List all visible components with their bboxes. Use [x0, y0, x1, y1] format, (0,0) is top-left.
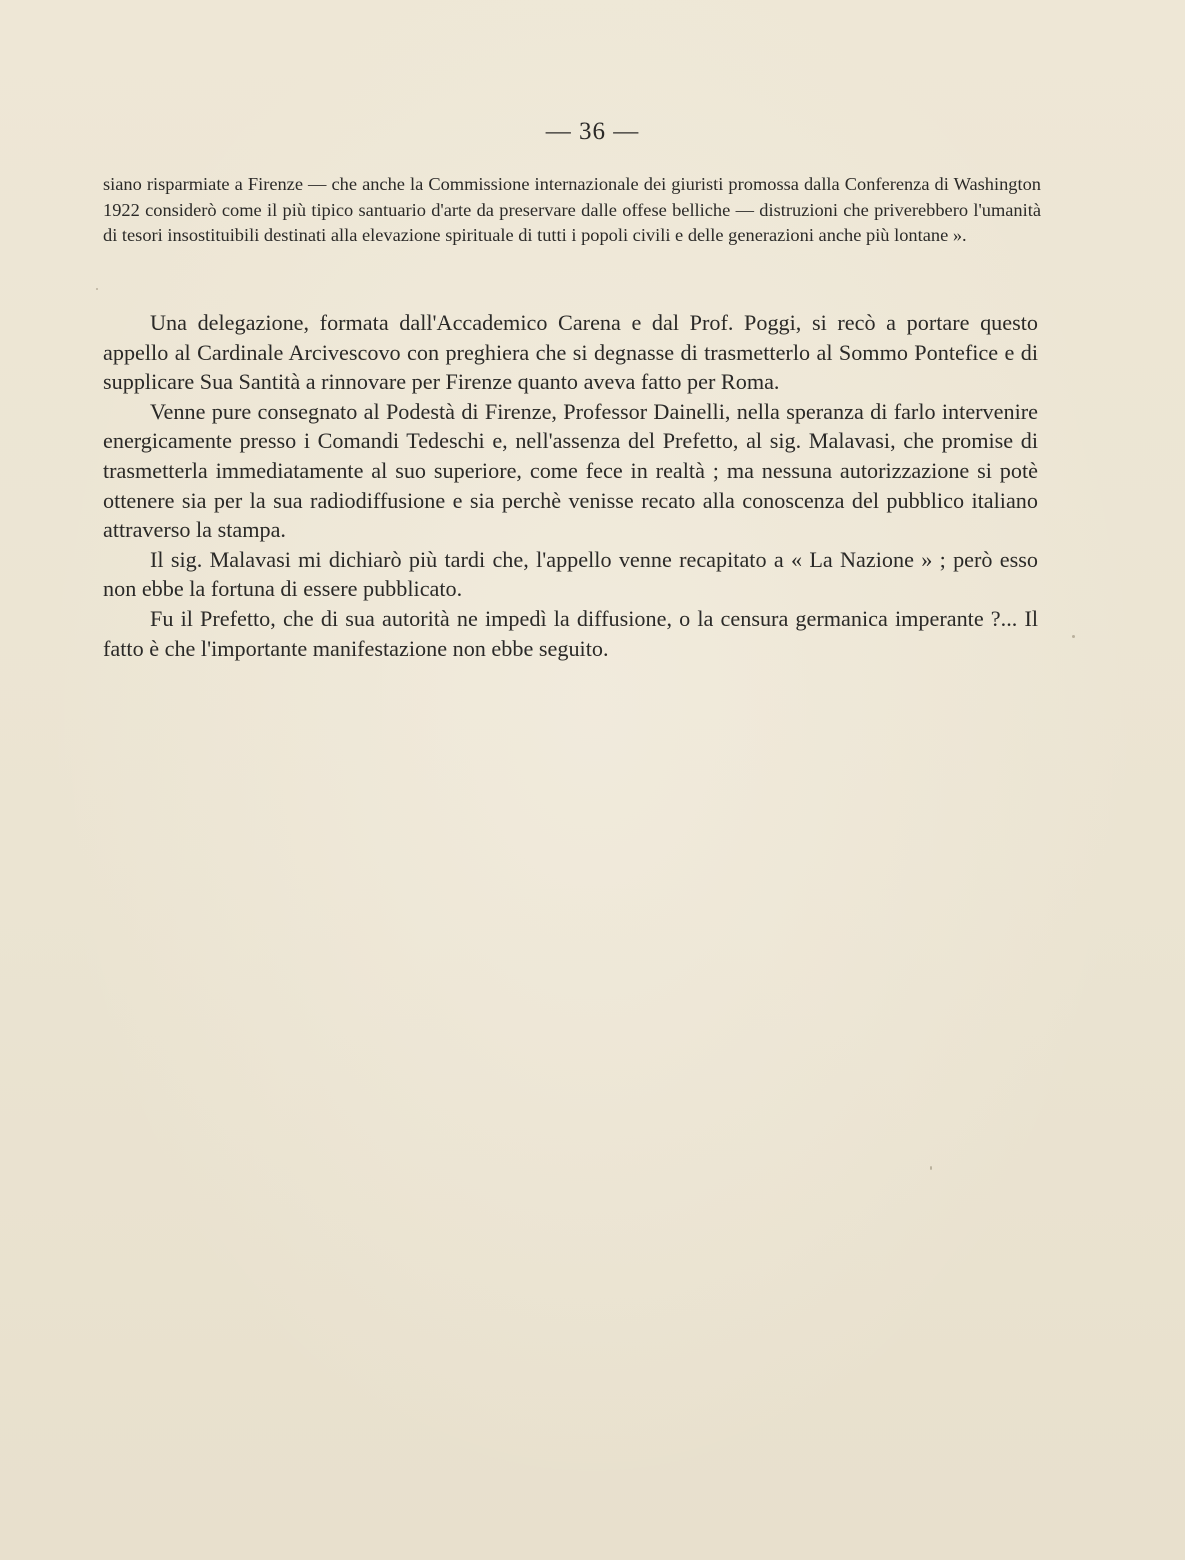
paragraph-prefetto: Fu il Prefetto, che di sua autorità ne impedì la diffusione, o la censura germanica imperante ?... Il fatto è che l'importante manifestazione non ebbe seguito. [103, 605, 1038, 661]
page-number: — 36 — [545, 118, 640, 145]
paragraph-delegation: Una delegazione, formata dall'Accademico Carena e dal Prof. Poggi, si recò a portare questo appello al Cardinale Arcivescovo con preghiera che si degnasse di trasmetterlo al Sommo Pontefice e di supplicare Sua Santità a rinnovare per Firenze quanto aveva fatto per Roma. [103, 310, 1038, 395]
paper-speck [930, 1166, 932, 1170]
paragraph-malavasi: Il sig. Malavasi mi dichiarò più tardi che, l'appello venne recapitato a « La Nazione » ; però esso non ebbe la fortuna di essere pubblicato. [103, 546, 1038, 602]
paper-speck [1072, 635, 1075, 638]
paragraph-podesta: Venne pure consegnato al Podestà di Firenze, Professor Dainelli, nella speranza di farlo intervenire energicamente presso i Comandi Tedeschi e, nell'assenza del Prefetto, al sig. Malavasi, che promise di trasmetterla immediatamente al suo superiore, come fece in realtà ; ma nessuna autorizzazione si potè ottenere sia per la sua radiodiffusione e sia perchè venisse recato alla conoscenza del pubblico italiano attraverso la stampa. [103, 398, 1038, 543]
paper-speck [96, 288, 98, 290]
quote-continuation: siano risparmiate a Firenze — che anche la Commissione internazionale dei giuristi promossa dalla Conferenza di Washington 1922 considerò come il più tipico santuario d'arte da preservare dalle offese belliche — distruzioni che priverebbero l'umanità di tesori insostituibili destinati alla elevazione spirituale di tutti i popoli civili e delle generazioni anche più lontane ». [103, 174, 1041, 245]
body-text [103, 308, 1038, 663]
